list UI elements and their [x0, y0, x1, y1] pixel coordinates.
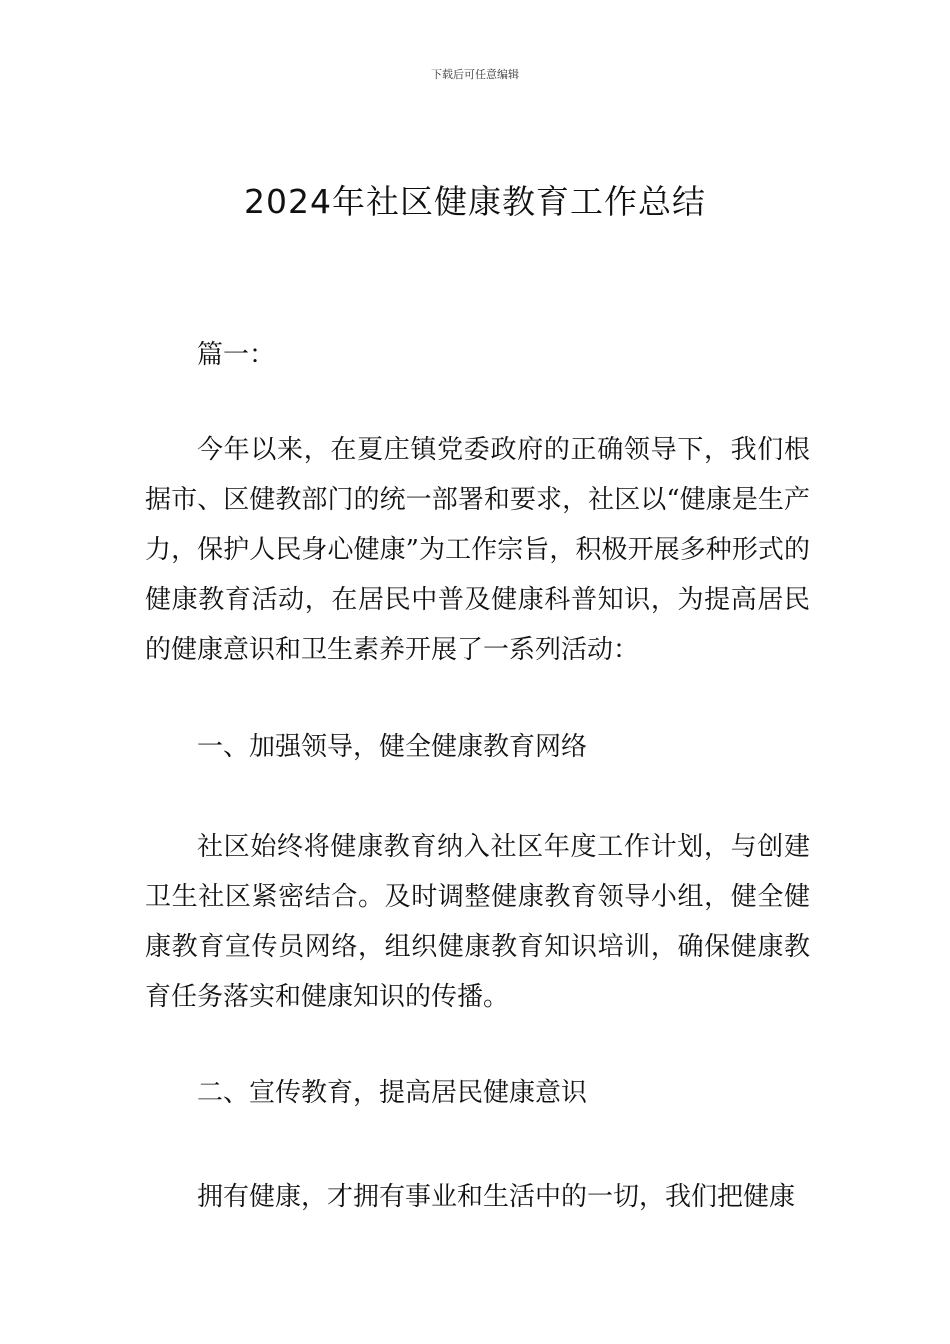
section-heading-1: 一、加强领导，健全健康教育网络 — [197, 732, 588, 762]
section-heading-2: 二、宣传教育，提高居民健康意识 — [197, 1078, 588, 1108]
page-header-note: 下载后可任意编辑 — [431, 68, 519, 81]
body-paragraph-2: 拥有健康，才拥有事业和生活中的一切，我们把健康 — [197, 1182, 796, 1212]
document-title: 2024年社区健康教育工作总结 — [244, 182, 706, 221]
intro-paragraph: 今年以来，在夏庄镇党委政府的正确领导下，我们根据市、区健教部门的统一部署和要求，社区以“健康是生产力，保护人民身心健康”为工作宗旨，积极开展多种形式的健康教育活动，在居民中普及健康科普知识，为提高居民的健康意识和卫生素养开展了一系列活动： — [145, 435, 810, 665]
body-paragraph-1: 社区始终将健康教育纳入社区年度工作计划，与创建卫生社区紧密结合。及时调整健康教育领导小组，健全健康教育宣传员网络，组织健康教育知识培训，确保健康教育任务落实和健康知识的传播。 — [145, 832, 810, 1012]
section-label: 篇一： — [197, 340, 276, 370]
